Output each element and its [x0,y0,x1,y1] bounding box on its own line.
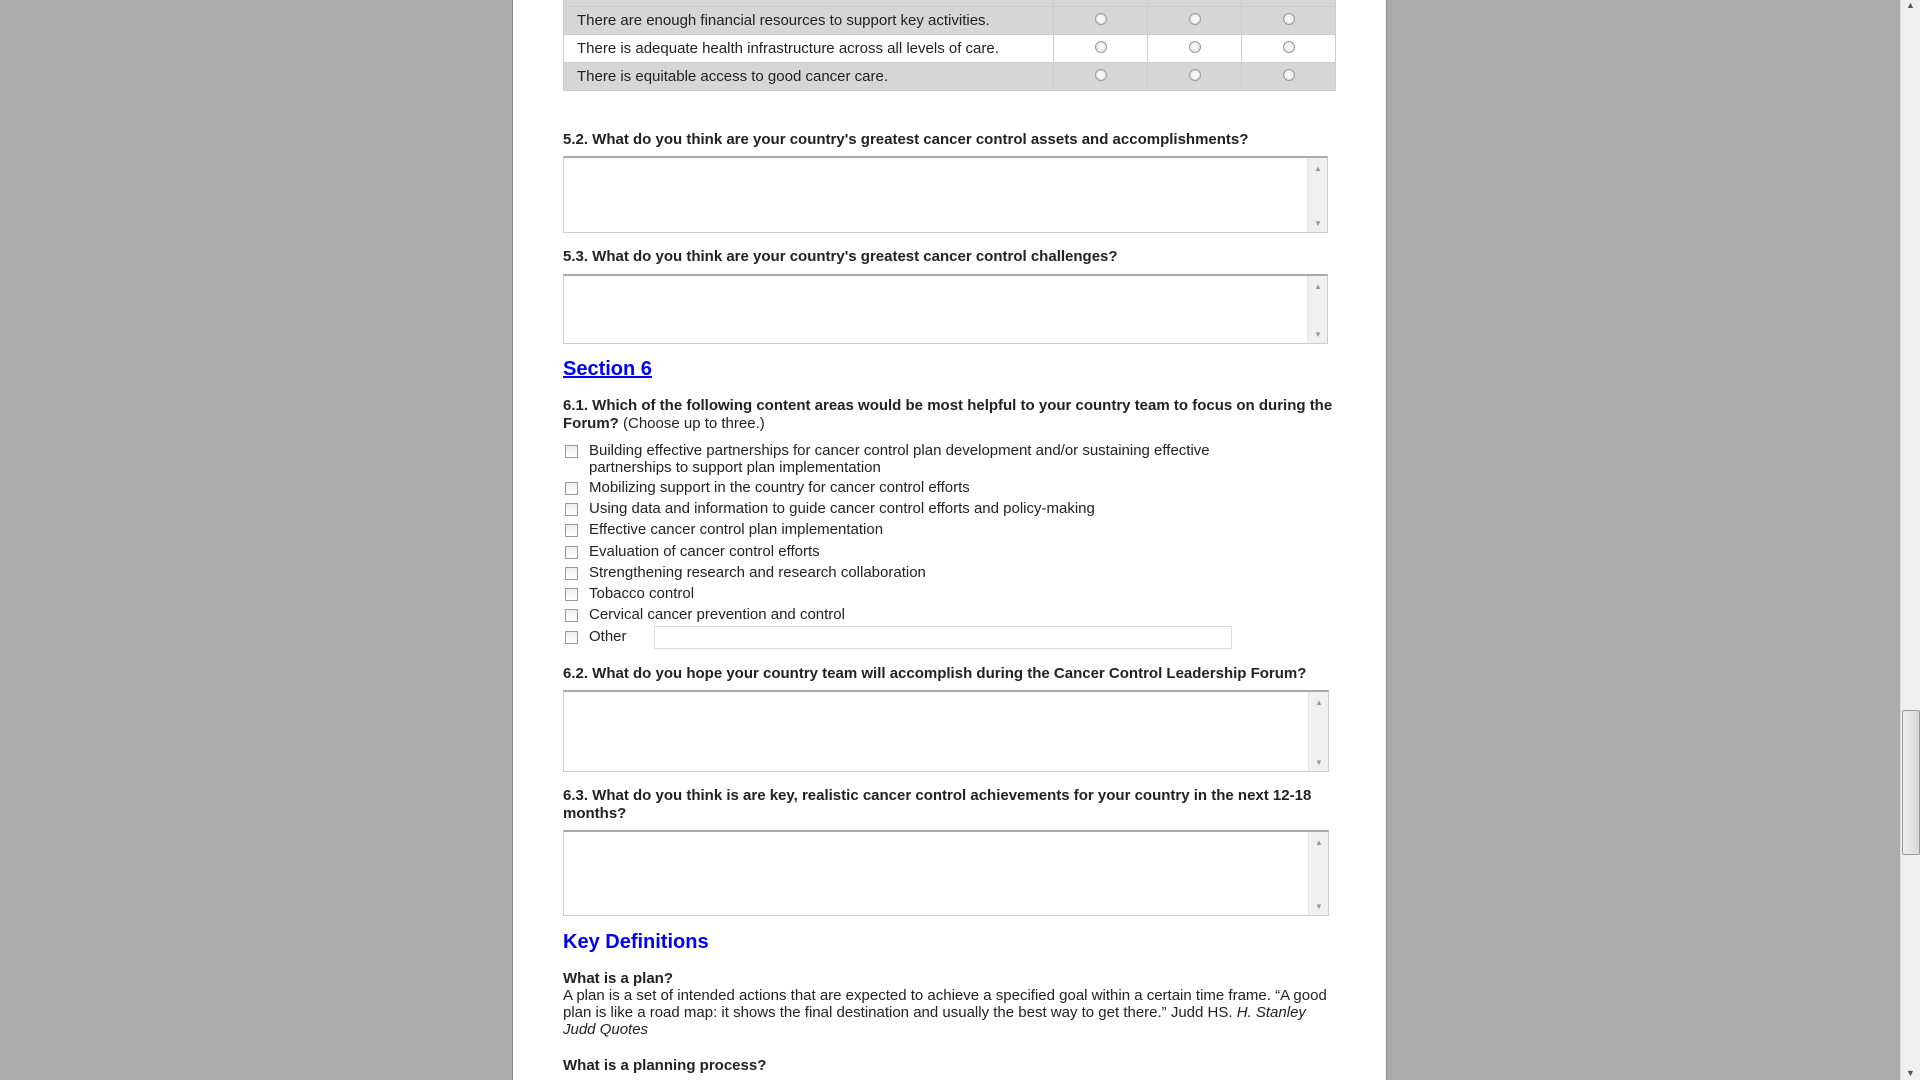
planning-process-question: What is a planning process? [563,1057,767,1074]
arrow-up-icon[interactable]: ▲ [1315,838,1323,847]
question-note: (Choose up to three.) [618,415,765,432]
matrix-row [564,7,1336,35]
question-5-3: 5.3. What do you think are your country's greatest cancer control challenges? [563,248,1118,265]
matrix-row-label: There is adequate health infrastructure across all levels of care. [564,35,1054,63]
answer-5-2-textarea[interactable] [563,156,1328,233]
radio-button[interactable] [1283,69,1295,81]
radio-button[interactable] [1283,41,1295,53]
option-research[interactable] [563,564,926,581]
option-mobilizing[interactable] [563,479,970,496]
checkbox[interactable] [565,546,578,559]
option-label: Evaluation of cancer control efforts [589,543,820,560]
checkbox[interactable] [565,503,578,516]
matrix-row-label: There is equitable access to good cancer care. [564,63,1054,91]
radio-button[interactable] [1095,41,1107,53]
section-6-link[interactable]: Section 6 [563,358,652,380]
option-data[interactable] [563,500,1095,517]
option-cervical[interactable] [563,606,845,623]
checkbox[interactable] [565,445,578,458]
plan-definition [563,987,1338,1038]
option-label: Cervical cancer prevention and control [589,606,845,623]
question-6-1 [563,397,1343,433]
scrollbar[interactable] [1308,692,1328,771]
arrow-up-icon[interactable]: ▲ [1906,0,1915,10]
checkbox[interactable] [565,609,578,622]
arrow-up-icon[interactable]: ▲ [1315,698,1323,707]
radio-button[interactable] [1189,69,1201,81]
matrix-row [564,35,1336,63]
option-label: Mobilizing support in the country for cancer control efforts [589,479,970,496]
option-label: Effective cancer control plan implementation [589,521,884,538]
vertical-scrollbar[interactable] [1900,0,1920,1080]
answer-6-2-textarea[interactable] [563,690,1329,772]
checkbox[interactable] [565,567,578,580]
checkbox[interactable] [565,524,578,537]
checkbox[interactable] [565,631,578,644]
option-partnerships[interactable] [563,442,1243,476]
question-6-3: 6.3. What do you think is are key, realistic cancer control achievements for your country in the next 12-18 months? [563,787,1312,822]
radio-button[interactable] [1189,13,1201,25]
scrollbar[interactable] [1307,158,1327,232]
radio-button[interactable] [1189,41,1201,53]
arrow-down-icon[interactable]: ▼ [1906,1068,1915,1078]
option-evaluation[interactable] [563,543,820,560]
radio-button[interactable] [1283,13,1295,25]
radio-button[interactable] [1095,69,1107,81]
arrow-down-icon[interactable]: ▼ [1315,902,1323,911]
scrollbar[interactable] [1308,832,1328,915]
answer-5-3-textarea[interactable] [563,274,1328,344]
plan-text: A plan is a set of intended actions that are expected to achieve a specified goal within a certain time frame. “A good plan is like a road map: it shows the final destination and usually the best way to get there.” Judd HS. [563,987,1327,1021]
matrix-row [564,63,1336,91]
question-text: 6.1. Which of the following content areas would be most helpful to your country team to focus on during the Forum? [563,397,1333,432]
scrollbar[interactable] [1307,276,1327,343]
plan-question: What is a plan? [563,970,674,987]
option-label: Strengthening research and research collaboration [589,564,926,581]
option-label: Building effective partnerships for cancer control plan development and/or sustaining effective partnerships to support plan implementation [589,442,1210,476]
radio-button[interactable] [1095,13,1107,25]
question-6-2: 6.2. What do you hope your country team will accomplish during the Cancer Control Leadership Forum? [563,665,1307,682]
checkbox[interactable] [565,588,578,601]
rating-matrix [563,0,1336,91]
arrow-down-icon[interactable]: ▼ [1314,330,1322,339]
key-definitions-heading: Key Definitions [563,931,709,953]
scrollbar-thumb[interactable] [1902,710,1920,855]
option-other[interactable] [563,628,627,645]
survey-page [512,0,1387,1080]
arrow-up-icon[interactable]: ▲ [1314,164,1322,173]
option-label: Tobacco control [589,585,695,602]
arrow-down-icon[interactable]: ▼ [1314,219,1322,228]
arrow-down-icon[interactable]: ▼ [1315,758,1323,767]
option-label: Using data and information to guide cancer control efforts and policy-making [589,500,1095,517]
option-implementation[interactable] [563,521,883,538]
plan-citation: H. Stanley Judd Quotes [563,1004,1306,1038]
arrow-up-icon[interactable]: ▲ [1314,282,1322,291]
checkbox[interactable] [565,482,578,495]
other-text-input[interactable] [654,626,1232,649]
matrix-row-label: There are enough financial resources to support key activities. [564,7,1054,35]
option-tobacco[interactable] [563,585,694,602]
answer-6-3-textarea[interactable] [563,830,1329,916]
question-5-2: 5.2. What do you think are your country's greatest cancer control assets and accomplishments? [563,131,1249,148]
option-label: Other [589,628,627,645]
